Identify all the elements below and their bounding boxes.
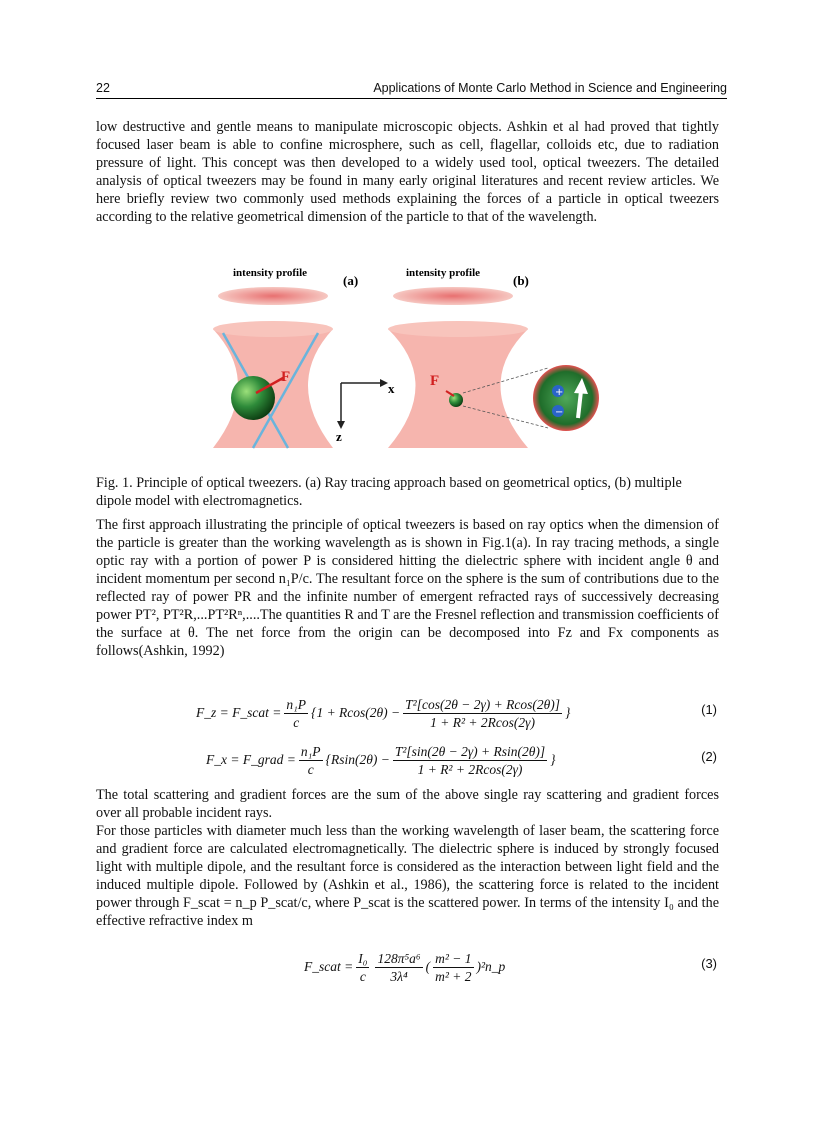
force-label-b: F xyxy=(430,373,440,389)
paragraph-ray-optics: The first approach illustrating the principle of optical tweezers is based on ray optics when the dimension of the particle is greater than the working wavelength as is shown in Fig.1(a). In ray tracing methods, a single optic ray with a portion of power P is considered hitting the dielectric sphere with incident angle θ and incident momentum per second n₁P/c. The resultant force on the sphere is the sum of contributions due to the reflected ray of power PR and the infinite number of emergent refracted rays of successively decreasing power PT², PT²R,...PT²Rⁿ,....The quantities R and T are the Fresnel reflection and transmission coefficients of the surface at θ. The net force from the origin can be decomposed into Fz and Fx components as follows(Ashkin, 1992) xyxy=(96,517,719,659)
figure-optical-tweezers xyxy=(208,263,608,463)
panel-label-b: (b) xyxy=(513,273,529,288)
force-label-a: F xyxy=(281,369,291,385)
intensity-profile-label-b: intensity profile xyxy=(406,267,481,279)
eq2-lhs: F_x = F_grad = xyxy=(206,752,296,767)
eq1-number: (1) xyxy=(701,702,717,717)
eq3-number: (3) xyxy=(701,956,717,971)
equation-3: F_scat = $\frac{\text{I₀}}{c}$ $\frac{\text{128π⁵a⁶}}{\text{3λ⁴}}$ ( $\frac{\text{m² − 1}}{\text{m² + 2}}$ )²n_p (3) xyxy=(304,950,717,984)
eq3-frac1-den: c xyxy=(359,968,366,984)
plus-sign: + xyxy=(555,387,564,398)
book-title: Applications of Monte Carlo Method in Science and Engineering xyxy=(373,81,727,95)
minus-sign: − xyxy=(555,407,564,418)
eq3-lhs: F_scat = xyxy=(304,959,354,974)
eq1-frac1-den: c xyxy=(293,714,300,730)
eq3-frac3-den: m² + 2 xyxy=(435,968,472,984)
paragraph-electromagnetic: For those particles with diameter much less than the working wavelength of laser beam, the scattering force and gradient force are calculated electromagnetically. The dielectric sphere is induced by strongly focused light with multiple dipole, and the resultant force is considered as the interaction between light field and the induced multiple dipole. Followed by (Ashkin et al., 1986), the scattering force is related to the incident power through F_scat = n_p P_scat/c, where P_scat is the scattered power. In terms of the intensity I₀ and the effective refractive index m xyxy=(96,823,719,929)
intensity-profile-label-a: intensity profile xyxy=(233,267,308,279)
eq2-tail: } xyxy=(550,752,556,767)
eq3-frac1-num: I₀ xyxy=(358,950,368,966)
equation-1 xyxy=(96,690,719,736)
eq1-frac1-num: n₁P xyxy=(286,696,307,712)
eq2-frac1-num: n₁P xyxy=(300,743,321,759)
axis-x-label: x xyxy=(388,381,395,396)
eq1-mid: {1 + Rcos(2θ) − xyxy=(311,705,401,720)
equation-2 xyxy=(96,737,719,783)
eq1-frac2-num: T²[cos(2θ − 2γ) + Rcos(2θ)] xyxy=(405,696,560,712)
beam-b xyxy=(388,329,528,448)
dipole-zoom-circle xyxy=(533,365,599,431)
eq3-tail: )²n_p xyxy=(476,959,506,974)
eq1-tail: } xyxy=(565,705,571,720)
eq1-frac2-den: 1 + R² + 2Rcos(2γ) xyxy=(430,714,535,730)
figure-caption: Fig. 1. Principle of optical tweezers. (a) Ray tracing approach based on geometrical optics, (b) multiple dipole model with electromagnetics. xyxy=(96,475,682,509)
eq2-frac2-den: 1 + R² + 2Rcos(2γ) xyxy=(417,761,523,777)
panel-label-a: (a) xyxy=(343,273,359,288)
eq2-frac2-num: T²[sin(2θ − 2γ) + Rsin(2θ)] xyxy=(394,743,546,759)
axis-z-label: z xyxy=(336,429,342,444)
paragraph-intro: low destructive and gentle means to manipulate microscopic objects. Ashkin et al had proved that tightly focused laser beam is able to confine microsphere, such as cell, flagellar, colloids etc, due to radiation pressure of light. This concept was then developed to a widely used tool, optical tweezers. The detailed analysis of optical tweezers may be found in many early original literatures and recent review articles. We here briefly review two commonly used methods explaining the forces of a particle in optical tweezers according to the relative geometrical dimension of the particle to that of the wavelength. xyxy=(96,119,719,225)
running-header xyxy=(96,78,727,99)
eq2-frac1-den: c xyxy=(307,761,314,777)
eq2-mid: {Rsin(2θ) − xyxy=(325,752,390,767)
intensity-profile-ellipse-b xyxy=(393,287,513,305)
paragraph-total-forces: The total scattering and gradient forces are the sum of the above single ray scattering and gradient forces over all probable incident rays. xyxy=(96,787,719,821)
eq1-lhs: F_z = F_scat = xyxy=(196,705,282,720)
eq2-number: (2) xyxy=(701,749,717,764)
eq3-frac3-num: m² − 1 xyxy=(435,950,472,966)
eq3-frac2-den: 3λ⁴ xyxy=(390,968,408,984)
page-number: 22 xyxy=(96,81,110,95)
dielectric-sphere-a xyxy=(231,376,275,420)
intensity-profile-ellipse-a xyxy=(218,287,328,305)
eq3-frac2-num: 128π⁵a⁶ xyxy=(377,950,421,966)
